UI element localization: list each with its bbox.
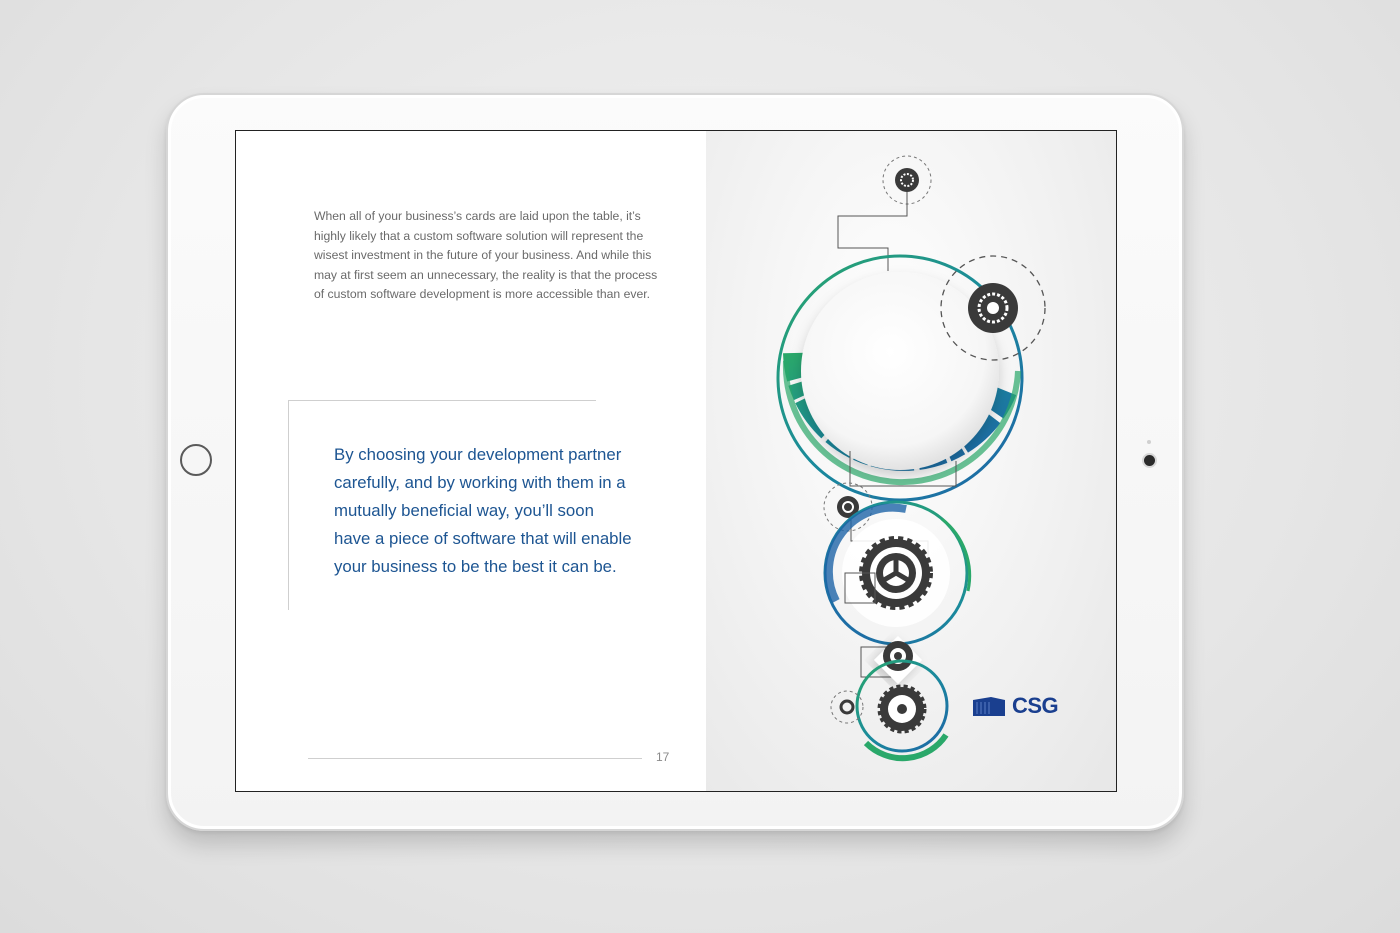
page-right bbox=[706, 131, 1116, 791]
screen bbox=[235, 130, 1117, 792]
gears-illustration bbox=[706, 131, 1116, 791]
front-camera bbox=[1144, 455, 1155, 466]
front-sensor bbox=[1147, 440, 1151, 444]
quote-frame-left-rule bbox=[288, 400, 289, 610]
csg-logo-text: CSG bbox=[1012, 693, 1059, 718]
footer-rule bbox=[308, 758, 642, 759]
quote-frame-top-rule bbox=[288, 400, 596, 401]
page-left bbox=[236, 131, 706, 791]
intro-paragraph: When all of your business’s cards are laid upon the table, it’s highly likely that a custom software solution will represent the wisest investment in the future of your business. And while this may at first seem an unnecessary, the reality is that the process of custom software development is more accessible than ever. bbox=[314, 209, 658, 301]
home-button[interactable] bbox=[180, 444, 212, 476]
tiny-gear-icon bbox=[841, 701, 853, 713]
top-gear-icon bbox=[895, 168, 919, 192]
page-number: 17 bbox=[656, 750, 670, 764]
pull-quote: By choosing your development partner carefully, and by working with them in a mutually beneficial way, you’ll soon have a piece of software that will enable your business to be the best it can be. bbox=[334, 445, 632, 576]
